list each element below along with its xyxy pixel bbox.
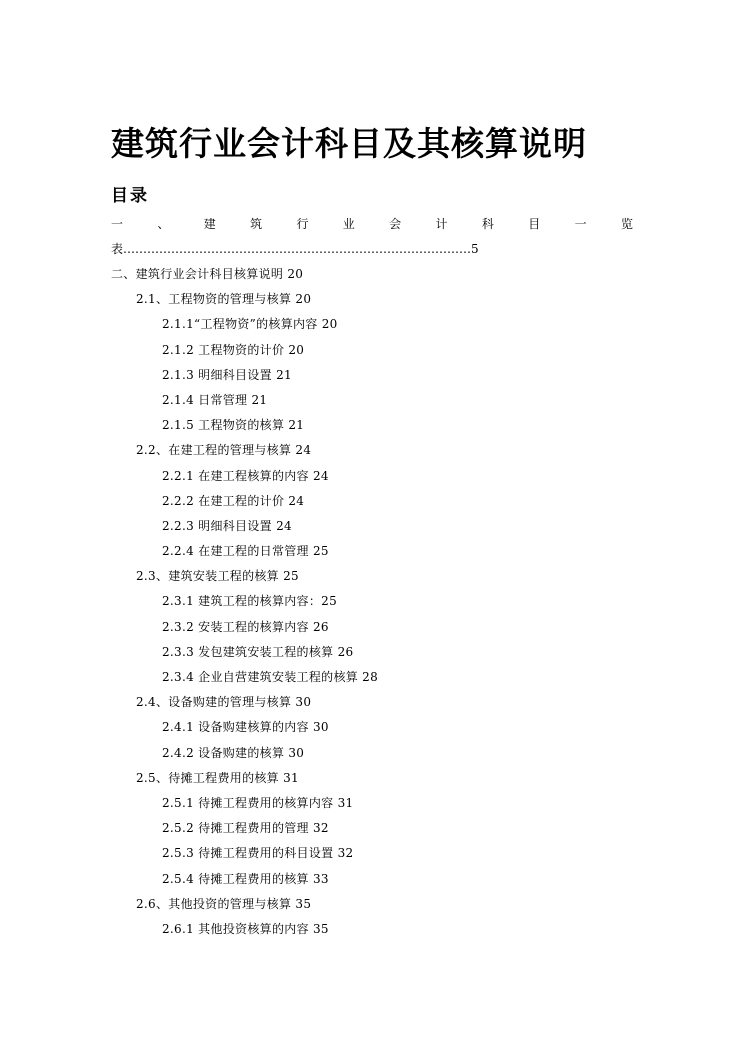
toc-entry[interactable]: 2.3.1 建筑工程的核算内容：25 [162, 594, 338, 609]
toc-entry[interactable]: 2.5.4 待摊工程费用的核算 33 [162, 871, 329, 886]
toc-entry[interactable]: 二、建筑行业会计科目核算说明 20 [111, 267, 304, 281]
toc-entry[interactable]: 2.4.1 设备购建核算的内容 30 [162, 720, 329, 735]
toc-entry-1-char: 科 [481, 217, 494, 231]
toc-entry[interactable]: 2.1.2 工程物资的计价 20 [162, 342, 305, 357]
toc-entry-1-char: 建 [203, 217, 216, 231]
toc-entry[interactable]: 2.6、其他投资的管理与核算 35 [136, 896, 312, 911]
toc-entry[interactable]: 2.3.3 发包建筑安装工程的核算 26 [162, 644, 354, 659]
toc-entry[interactable]: 2.5.3 待摊工程费用的科目设置 32 [162, 846, 354, 861]
toc-entry[interactable]: 2.1.1“工程物资”的核算内容 20 [162, 317, 338, 332]
toc-list [111, 264, 378, 944]
toc-entry-1-char: 一 [111, 217, 124, 231]
toc-entry[interactable]: 2.1.4 日常管理 21 [162, 392, 268, 407]
toc-entry-1-spread-line [111, 214, 633, 234]
document-title: 建筑行业会计科目及其核算说明 [111, 124, 587, 163]
toc-entry-1-char: 计 [435, 217, 448, 231]
toc-entry-1-char: 、 [157, 217, 170, 231]
toc-entry-1-leader-line: 表……………………………………………………………………………5 [111, 242, 479, 256]
toc-entry[interactable]: 2.1、工程物资的管理与核算 20 [136, 292, 312, 307]
toc-entry-1-char: 行 [296, 217, 309, 231]
toc-entry[interactable]: 2.2.1 在建工程核算的内容 24 [162, 468, 329, 483]
toc-entry[interactable]: 2.3、建筑安装工程的核算 25 [136, 569, 299, 584]
toc-entry[interactable]: 2.4、设备购建的管理与核算 30 [136, 695, 312, 710]
toc-entry[interactable]: 2.6.1 其他投资核算的内容 35 [162, 921, 329, 936]
toc-entry-1-char: 览 [620, 217, 633, 231]
toc-heading: 目录 [111, 186, 149, 206]
toc-entry-1-char: 一 [574, 217, 587, 231]
toc-entry[interactable]: 2.4.2 设备购建的核算 30 [162, 745, 305, 760]
toc-entry[interactable]: 2.3.4 企业自营建筑安装工程的核算 28 [162, 670, 379, 684]
toc-entry[interactable]: 2.5、待摊工程费用的核算 31 [136, 770, 299, 785]
toc-entry[interactable]: 2.2.3 明细科目设置 24 [162, 518, 292, 533]
toc-entry-1[interactable] [111, 214, 633, 259]
toc-entry-1-char: 目 [528, 217, 541, 231]
toc-entry[interactable]: 2.2.4 在建工程的日常管理 25 [162, 544, 329, 559]
toc-entry-1-char: 筑 [250, 217, 263, 231]
toc-entry[interactable]: 2.1.3 明细科目设置 21 [162, 367, 292, 382]
toc-entry[interactable]: 2.2、在建工程的管理与核算 24 [136, 443, 312, 458]
toc-entry[interactable]: 2.5.1 待摊工程费用的核算内容 31 [162, 795, 354, 810]
toc-entry-1-char: 会 [389, 217, 402, 231]
toc-entry[interactable]: 2.3.2 安装工程的核算内容 26 [162, 619, 329, 634]
toc-entry-1-char: 业 [342, 217, 355, 231]
toc-entry[interactable]: 2.1.5 工程物资的核算 21 [162, 418, 305, 433]
toc-entry[interactable]: 2.5.2 待摊工程费用的管理 32 [162, 821, 329, 836]
toc-entry[interactable]: 2.2.2 在建工程的计价 24 [162, 493, 305, 508]
